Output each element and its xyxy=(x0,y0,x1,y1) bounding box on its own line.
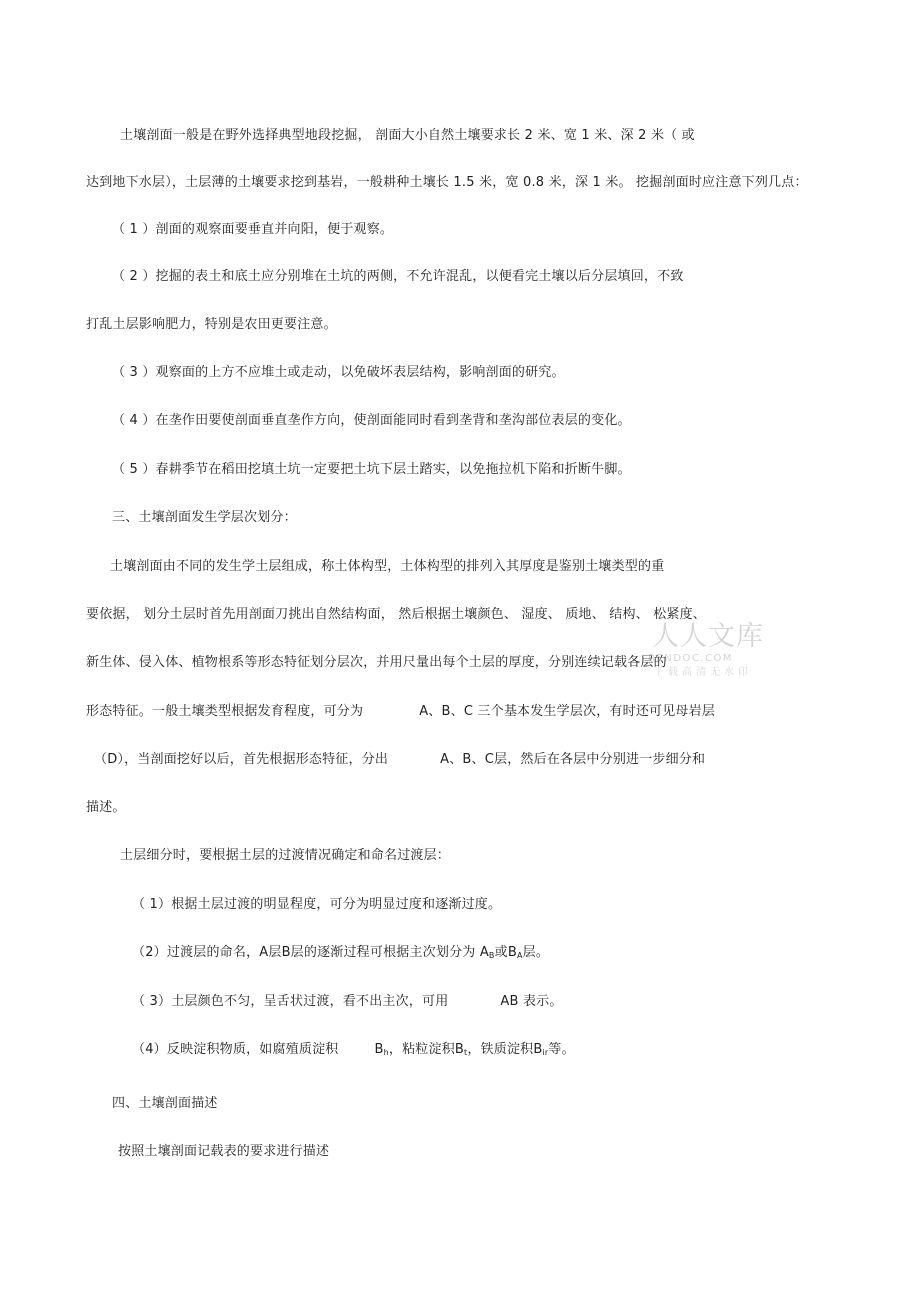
paragraph-horizons-line-5 xyxy=(94,751,705,769)
transition-item-3-text: （ 3）土层颜色不匀，呈舌状过渡，看不出主次，可用 xyxy=(132,994,449,1009)
section-heading-3: 三、土壤剖面发生学层次划分： xyxy=(112,510,297,525)
subscript-a: A xyxy=(516,951,523,960)
watermark-slogan: 下载高清无水印 xyxy=(654,667,752,678)
transition-item-1: （ 1）根据土层过渡的明显程度，可分为明显过度和逐渐过度。 xyxy=(132,897,502,912)
transition-item-2-end: 层。 xyxy=(522,945,550,960)
transition-item-4-end: 等。 xyxy=(548,1042,575,1057)
transition-item-4-text: （4）反映淀积物质，如腐殖质淀积 xyxy=(132,1042,339,1057)
list-item-2-line-1: （ 2 ）挖掘的表土和底土应分别堆在土坑的两侧，不允许混乱，以便看完土壤以后分层填回，不致 xyxy=(112,269,684,284)
paragraph-horizons-line-3: 新生体、侵入体、植物根系等形态特征划分层次，并用尺量出每个土层的厚度，分别连续记载各层的 xyxy=(86,655,667,670)
subscript-ir: ir xyxy=(542,1048,549,1057)
transition-item-4-clay: ，粘粒淀积B xyxy=(388,1042,465,1057)
paragraph-horizons-line-4 xyxy=(86,703,715,721)
paragraph-horizons-line-2: 要依据， 划分土层时首先用剖面刀挑出自然结构面， 然后根据土壤颜色、 湿度、 质地、 结构、 松紧度、 xyxy=(86,607,706,622)
paragraph-intro-line-2: 达到地下水层），土层薄的土壤要求挖到基岩，一般耕种土壤长 1.5 米，宽 0.8 米，深 1 米。 挖掘剖面时应注意下列几点： xyxy=(86,175,808,190)
list-item-2-line-2: 打乱土层影响肥力，特别是农田更要注意。 xyxy=(86,317,337,332)
list-item-5: （ 5 ）春耕季节在稻田挖填土坑一定要把土坑下层土踏实，以免拖拉机下陷和折断牛脚。 xyxy=(112,462,631,477)
list-item-4: （ 4 ）在垄作田要使剖面垂直垄作方向，使剖面能同时看到垄背和垄沟部位表层的变化。 xyxy=(112,413,631,428)
paragraph-transition-intro: 土层细分时，要根据土层的过渡情况确定和命名过渡层： xyxy=(120,848,451,863)
paragraph-intro-line-1: 土壤剖面一般是在野外选择典型地段挖掘， 剖面大小自然土壤要求长 2 米、宽 1 米、深 2 米（ 或 xyxy=(120,128,695,143)
paragraph-horizons-line-1: 土壤剖面由不同的发生学土层组成，称土体构型，土体构型的排列入其厚度是鉴别土壤类型的重 xyxy=(110,559,665,574)
transition-item-3 xyxy=(132,993,563,1011)
transition-item-3-ab: AB 表示。 xyxy=(500,994,563,1009)
list-item-3: （ 3 ）观察面的上方不应堆土或走动，以免破坏表层结构，影响剖面的研究。 xyxy=(112,365,565,380)
transition-item-2-or: 或B xyxy=(494,945,517,960)
watermark-url: RENDOC.COM xyxy=(648,653,733,664)
symbol-b-h: B xyxy=(374,1042,384,1057)
watermark-title: 人人文库 xyxy=(652,621,764,652)
paragraph-horizons-line-6: 描述。 xyxy=(86,800,126,815)
horizons-line-5-part-2: A、B、C层，然后在各层中分别进一步细分和 xyxy=(440,752,706,767)
horizons-line-4-part-1: 形态特征。一般土壤类型根据发育程度，可分为 xyxy=(86,704,364,719)
watermark xyxy=(648,622,772,684)
subscript-t: t xyxy=(464,1048,468,1057)
transition-item-2-text: （2）过渡层的命名，A层B层的逐渐过程可根据主次划分为 A xyxy=(132,945,489,960)
horizons-line-4-part-2: A、B、C 三个基本发生学层次，有时还可见母岩层 xyxy=(419,704,716,719)
transition-item-4 xyxy=(132,1041,575,1062)
transition-item-2 xyxy=(132,944,549,965)
transition-item-4-iron: ，铁质淀积B xyxy=(467,1042,543,1057)
subscript-h: h xyxy=(383,1048,389,1057)
paragraph-description: 按照土壤剖面记载表的要求进行描述 xyxy=(118,1144,330,1159)
subscript-b: B xyxy=(488,951,495,960)
list-item-1: （ 1 ）剖面的观察面要垂直并向阳，便于观察。 xyxy=(112,222,394,237)
horizons-line-5-part-1: （D），当剖面挖好以后，首先根据形态特征，分出 xyxy=(94,752,389,767)
section-heading-4: 四、土壤剖面描述 xyxy=(112,1096,218,1111)
